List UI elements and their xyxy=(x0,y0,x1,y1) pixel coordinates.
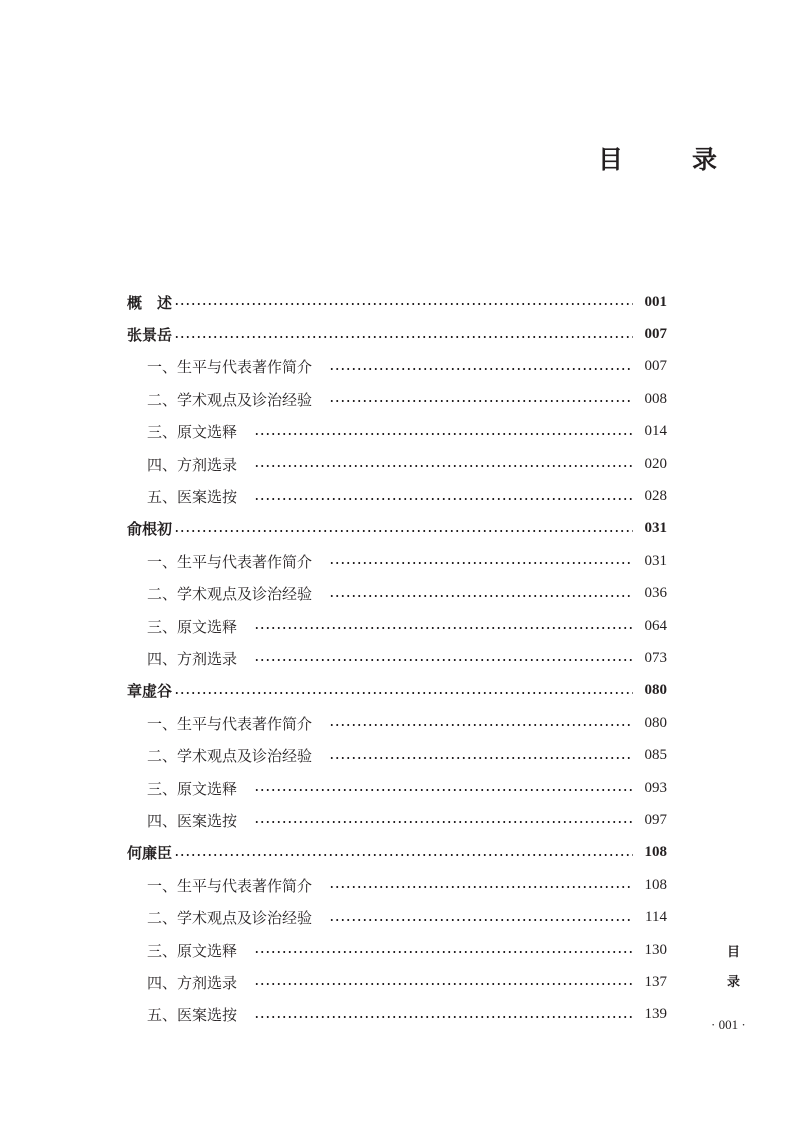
leader-dots xyxy=(329,368,633,370)
toc-entry-section[interactable] xyxy=(127,901,667,933)
leader-dots xyxy=(329,595,633,597)
toc-entry-page: 093 xyxy=(644,779,667,796)
toc-entry-label: 概 述 xyxy=(127,293,173,312)
leader-dots xyxy=(329,919,633,921)
leader-dots xyxy=(254,433,633,435)
toc-entry-label: 一、生平与代表著作简介 xyxy=(147,714,313,733)
leader-dots xyxy=(174,854,633,856)
toc-entry-section[interactable] xyxy=(127,804,667,836)
leader-dots xyxy=(254,627,633,629)
leader-dots xyxy=(254,1016,633,1018)
leader-dots xyxy=(329,757,633,759)
toc-entry-chapter[interactable] xyxy=(127,318,667,350)
toc-entry-page: 007 xyxy=(644,326,667,343)
toc-entry-page: 031 xyxy=(644,552,667,569)
toc-entry-label: 张景岳 xyxy=(127,326,173,345)
page-number: · 001 · xyxy=(711,1017,746,1032)
toc-entry-chapter[interactable] xyxy=(127,837,667,869)
toc-entry-section[interactable] xyxy=(127,707,667,739)
table-of-contents xyxy=(127,286,667,1031)
toc-entry-section[interactable] xyxy=(127,869,667,901)
toc-entry-label: 一、生平与代表著作简介 xyxy=(147,552,313,571)
toc-entry-section[interactable] xyxy=(127,772,667,804)
running-header-char: 目 xyxy=(727,945,741,960)
toc-entry-page: 097 xyxy=(644,811,667,828)
toc-entry-page: 137 xyxy=(644,973,667,990)
page-title: 目 录 xyxy=(598,145,740,174)
toc-entry-label: 四、方剂选录 xyxy=(147,973,238,992)
toc-entry-section[interactable] xyxy=(127,351,667,383)
toc-entry-page: 139 xyxy=(644,1006,667,1023)
toc-entry-page: 064 xyxy=(644,617,667,634)
toc-entry-page: 073 xyxy=(644,649,667,666)
toc-entry-label: 一、生平与代表著作简介 xyxy=(147,876,313,895)
toc-entry-chapter[interactable] xyxy=(127,286,667,318)
toc-entry-section[interactable] xyxy=(127,739,667,771)
toc-entry-page: 014 xyxy=(644,423,667,440)
toc-entry-label: 二、学术观点及诊治经验 xyxy=(147,390,313,409)
toc-entry-label: 何廉臣 xyxy=(127,844,173,863)
leader-dots xyxy=(254,498,633,500)
toc-entry-label: 二、学术观点及诊治经验 xyxy=(147,747,313,766)
toc-entry-page: 028 xyxy=(644,488,667,505)
leader-dots xyxy=(254,465,633,467)
toc-entry-page: 114 xyxy=(645,909,667,926)
toc-entry-section[interactable] xyxy=(127,545,667,577)
leader-dots xyxy=(254,983,633,985)
toc-entry-label: 俞根初 xyxy=(127,520,173,539)
toc-entry-section[interactable] xyxy=(127,383,667,415)
running-header xyxy=(727,938,740,998)
toc-entry-page: 008 xyxy=(644,390,667,407)
toc-entry-page: 080 xyxy=(644,682,667,699)
leader-dots xyxy=(329,562,633,564)
toc-entry-page: 031 xyxy=(644,520,667,537)
leader-dots xyxy=(254,951,633,953)
toc-entry-page: 020 xyxy=(644,455,667,472)
toc-entry-label: 一、生平与代表著作简介 xyxy=(147,358,313,377)
toc-entry-section[interactable] xyxy=(127,416,667,448)
toc-entry-section[interactable] xyxy=(127,966,667,998)
toc-entry-section[interactable] xyxy=(127,642,667,674)
toc-entry-page: 085 xyxy=(644,747,667,764)
toc-entry-label: 二、学术观点及诊治经验 xyxy=(147,585,313,604)
toc-entry-section[interactable] xyxy=(127,480,667,512)
toc-entry-page: 001 xyxy=(644,293,667,310)
toc-entry-label: 三、原文选释 xyxy=(147,617,238,636)
toc-entry-label: 五、医案选按 xyxy=(147,488,238,507)
toc-entry-section[interactable] xyxy=(127,448,667,480)
toc-entry-page: 080 xyxy=(644,714,667,731)
toc-entry-chapter[interactable] xyxy=(127,675,667,707)
toc-entry-label: 三、原文选释 xyxy=(147,941,238,960)
toc-entry-label: 四、医案选按 xyxy=(147,811,238,830)
leader-dots xyxy=(254,821,633,823)
toc-entry-section[interactable] xyxy=(127,934,667,966)
leader-dots xyxy=(329,886,633,888)
leader-dots xyxy=(174,303,633,305)
toc-entry-page: 007 xyxy=(644,358,667,375)
toc-entry-section[interactable] xyxy=(127,578,667,610)
toc-entry-page: 130 xyxy=(644,941,667,958)
toc-entry-page: 108 xyxy=(644,844,667,861)
leader-dots xyxy=(174,692,633,694)
toc-entry-label: 章虚谷 xyxy=(127,682,173,701)
toc-entry-label: 四、方剂选录 xyxy=(147,455,238,474)
leader-dots xyxy=(329,400,633,402)
leader-dots xyxy=(254,659,633,661)
leader-dots xyxy=(254,789,633,791)
leader-dots xyxy=(174,336,633,338)
leader-dots xyxy=(174,530,633,532)
toc-entry-page: 036 xyxy=(644,585,667,602)
toc-entry-label: 二、学术观点及诊治经验 xyxy=(147,909,313,928)
toc-entry-label: 五、医案选按 xyxy=(147,1006,238,1025)
toc-entry-chapter[interactable] xyxy=(127,513,667,545)
toc-entry-page: 108 xyxy=(644,876,667,893)
toc-entry-label: 三、原文选释 xyxy=(147,423,238,442)
toc-entry-label: 四、方剂选录 xyxy=(147,649,238,668)
leader-dots xyxy=(329,724,633,726)
toc-entry-section[interactable] xyxy=(127,610,667,642)
running-header-char: 录 xyxy=(727,975,741,990)
toc-entry-section[interactable] xyxy=(127,999,667,1031)
toc-entry-label: 三、原文选释 xyxy=(147,779,238,798)
